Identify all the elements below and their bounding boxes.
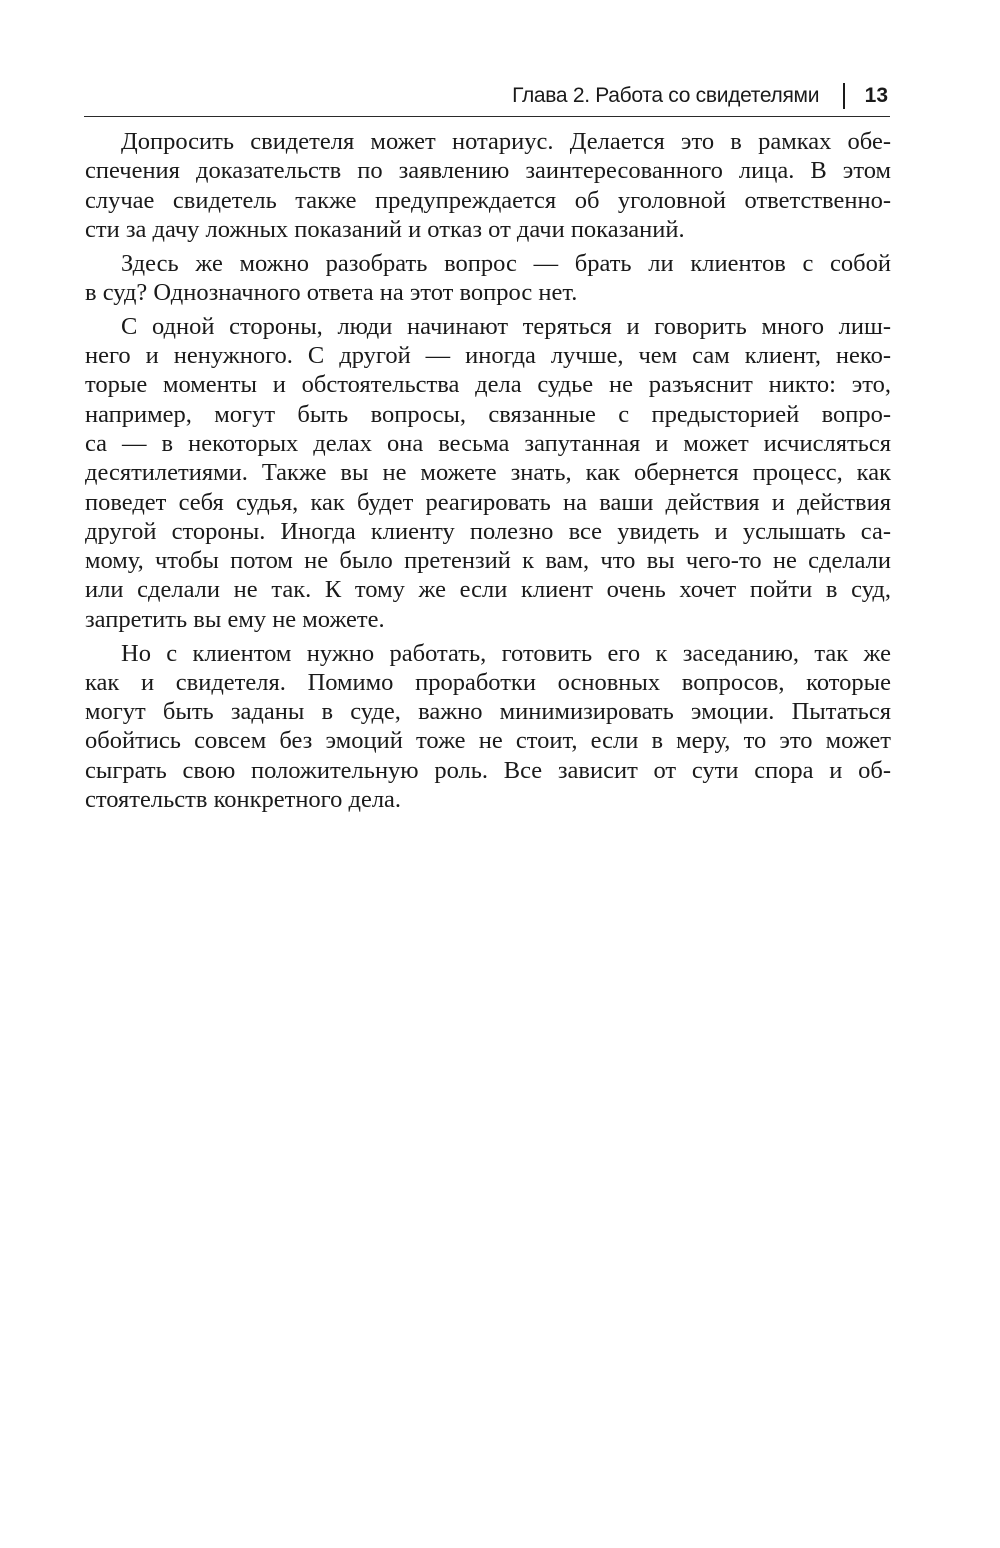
paragraph	[85, 249, 891, 308]
text-line: спечения доказательств по заявлению заинтересованного лица. В этом	[85, 157, 891, 185]
paragraph	[85, 639, 891, 815]
text-line: могут быть заданы в суде, важно минимизировать эмоции. Пытаться	[85, 698, 891, 726]
text-line: в суд? Однозначного ответа на этот вопрос нет.	[85, 278, 578, 306]
text-line: десятилетиями. Также вы не можете знать, как обернется процесс, как	[85, 459, 891, 487]
text-line: него и ненужного. С другой — иногда лучше, чем сам клиент, неко-	[85, 342, 891, 370]
text-line: случае свидетель также предупреждается об уголовной ответственно-	[85, 186, 891, 214]
text-line: Допросить свидетеля может нотариус. Делается это в рамках обе-	[121, 128, 891, 155]
page-number: 13	[864, 84, 888, 107]
text-line: торые моменты и обстоятельства дела судье не разъяснит никто: это,	[85, 371, 891, 399]
paragraph	[85, 312, 891, 634]
text-line: поведет себя судья, как будет реагировать на ваши действия и действия	[85, 488, 891, 516]
header-separator	[843, 83, 845, 109]
running-header	[84, 80, 890, 117]
text-line: Здесь же можно разобрать вопрос — брать ли клиентов с собой	[121, 249, 891, 277]
text-line: или сделали не так. К тому же если клиент очень хочет пойти в суд,	[85, 576, 891, 604]
text-line: сыграть свою положительную роль. Все зависит от сути спора и об-	[85, 756, 891, 784]
text-line: обойтись совсем без эмоций тоже не стоит, если в меру, то это может	[85, 727, 891, 755]
text-line: сти за дачу ложных показаний и отказ от дачи показаний.	[85, 215, 685, 243]
paragraph	[85, 127, 891, 244]
chapter-title: Глава 2. Работа со свидетелями	[512, 84, 820, 107]
body-text	[85, 127, 891, 819]
text-line: мому, чтобы потом не было претензий к вам, что вы чего-то не сделали	[85, 547, 891, 575]
text-line: другой стороны. Иногда клиенту полезно все увидеть и услышать са-	[85, 517, 891, 545]
text-line: стоятельств конкретного дела.	[85, 786, 402, 814]
text-line: как и свидетеля. Помимо проработки основных вопросов, которые	[85, 668, 891, 696]
text-line: С одной стороны, люди начинают теряться и говорить много лиш-	[121, 312, 891, 340]
text-line: например, могут быть вопросы, связанные с предысторией вопро-	[85, 400, 891, 428]
text-line: са — в некоторых делах она весьма запутанная и может исчисляться	[85, 429, 891, 457]
text-line: Но с клиентом нужно работать, готовить его к заседанию, так же	[121, 639, 891, 667]
text-line: запретить вы ему не можете.	[85, 605, 385, 633]
